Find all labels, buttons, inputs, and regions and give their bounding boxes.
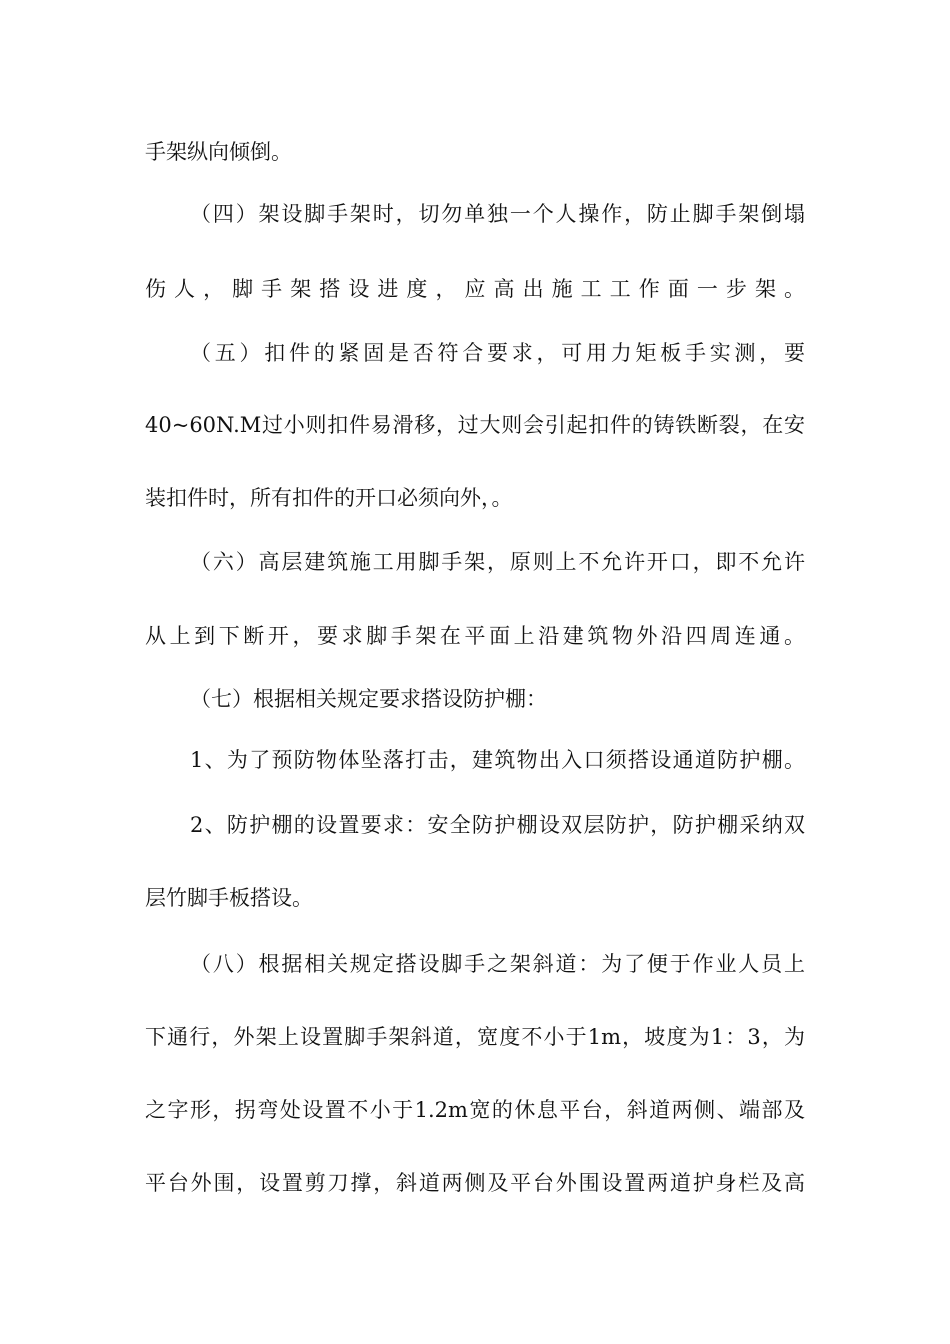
text-line: （五）扣件的紧固是否符合要求，可用力矩板手实测，要 bbox=[190, 341, 805, 365]
text-line: 层竹脚手板搭设。 bbox=[145, 886, 313, 910]
text-line: 平台外围，设置剪刀撑，斜道两侧及平台外围设置两道护身栏及高 bbox=[145, 1171, 805, 1195]
text-line: 1、为了预防物体坠落打击，建筑物出入口须搭设通道防护棚。 bbox=[190, 748, 805, 772]
text-line: 之字形，拐弯处设置不小于1.2m宽的休息平台，斜道两侧、端部及 bbox=[145, 1098, 805, 1122]
text-line: 手架纵向倾倒。 bbox=[145, 140, 292, 164]
text-line: （六）高层建筑施工用脚手架，原则上不允许开口，即不允许 bbox=[190, 550, 805, 574]
text-line: 装扣件时，所有扣件的开口必须向外，。 bbox=[145, 486, 513, 510]
text-line: 下通行，外架上设置脚手架斜道，宽度不小于1m，坡度为1：3，为 bbox=[145, 1025, 805, 1049]
text-line: 从上到下断开，要求脚手架在平面上沿建筑物外沿四周连通。 bbox=[145, 624, 805, 648]
text-line: 2、防护棚的设置要求：安全防护棚设双层防护，防护棚采纳双 bbox=[190, 813, 805, 837]
text-line: 伤人，脚手架搭设进度，应高出施工工作面一步架。 bbox=[145, 277, 805, 301]
text-line: 40~60N.M过小则扣件易滑移，过大则会引起扣件的铸铁断裂，在安 bbox=[145, 413, 805, 437]
text-line: （四）架设脚手架时，切勿单独一个人操作，防止脚手架倒塌 bbox=[190, 202, 805, 226]
text-line: （七）根据相关规定要求搭设防护棚： bbox=[190, 687, 547, 711]
text-line: （八）根据相关规定搭设脚手之架斜道：为了便于作业人员上 bbox=[190, 952, 805, 976]
